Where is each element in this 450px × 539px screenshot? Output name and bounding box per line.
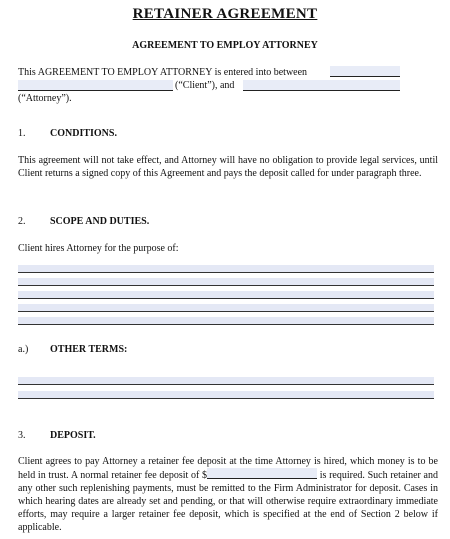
client-label: (“Client”), and — [175, 80, 235, 91]
scope-line-3[interactable] — [18, 291, 434, 299]
section-2-heading: SCOPE AND DUTIES. — [50, 216, 150, 227]
attorney-label: (“Attorney”). — [18, 93, 72, 104]
other-terms-line-2[interactable] — [18, 391, 434, 399]
section-3-number: 3. — [18, 430, 26, 441]
section-2-number: 2. — [18, 216, 26, 227]
other-terms-number: a.) — [18, 344, 29, 355]
scope-line-4[interactable] — [18, 304, 434, 312]
client-name-field[interactable] — [18, 80, 173, 91]
document-title: RETAINER AGREEMENT — [132, 6, 318, 22]
section-3-body: Client agrees to pay Attorney a retainer fee deposit at the time Attorney is hired, which money is to be held in trust. A normal retainer fee deposit of $ is required. Such retainer and any other such replenishing payments, must be remitted to the Firm Administrator for deposit. Cases in which hearing dates are already set and pending, or that will otherwise require extraordinary immediate efforts, may require a larger retainer fee deposit, which is specified at the end of Section 2 below if applicable. — [18, 456, 438, 533]
intro-line: This AGREEMENT TO EMPLOY ATTORNEY is entered into between — [18, 67, 308, 78]
scope-line-1[interactable] — [18, 265, 434, 273]
section-3-heading: DEPOSIT. — [50, 430, 96, 441]
section-2-body: Client hires Attorney for the purpose of: — [18, 243, 179, 254]
document-subtitle: AGREEMENT TO EMPLOY ATTORNEY — [132, 40, 318, 51]
section-1-heading: CONDITIONS. — [50, 128, 117, 139]
other-terms-line-1[interactable] — [18, 377, 434, 385]
other-terms-heading: OTHER TERMS: — [50, 344, 128, 355]
section-1-body: This agreement will not take effect, and Attorney will have no obligation to provide legal services, until Client returns a signed copy of this Agreement and pays the deposit called for under paragraph three. — [18, 155, 438, 179]
party-field-top[interactable] — [330, 66, 400, 77]
scope-line-5[interactable] — [18, 317, 434, 325]
scope-line-2[interactable] — [18, 278, 434, 286]
section-1-number: 1. — [18, 128, 26, 139]
attorney-name-field[interactable] — [243, 80, 400, 91]
deposit-amount-field[interactable] — [207, 468, 317, 479]
